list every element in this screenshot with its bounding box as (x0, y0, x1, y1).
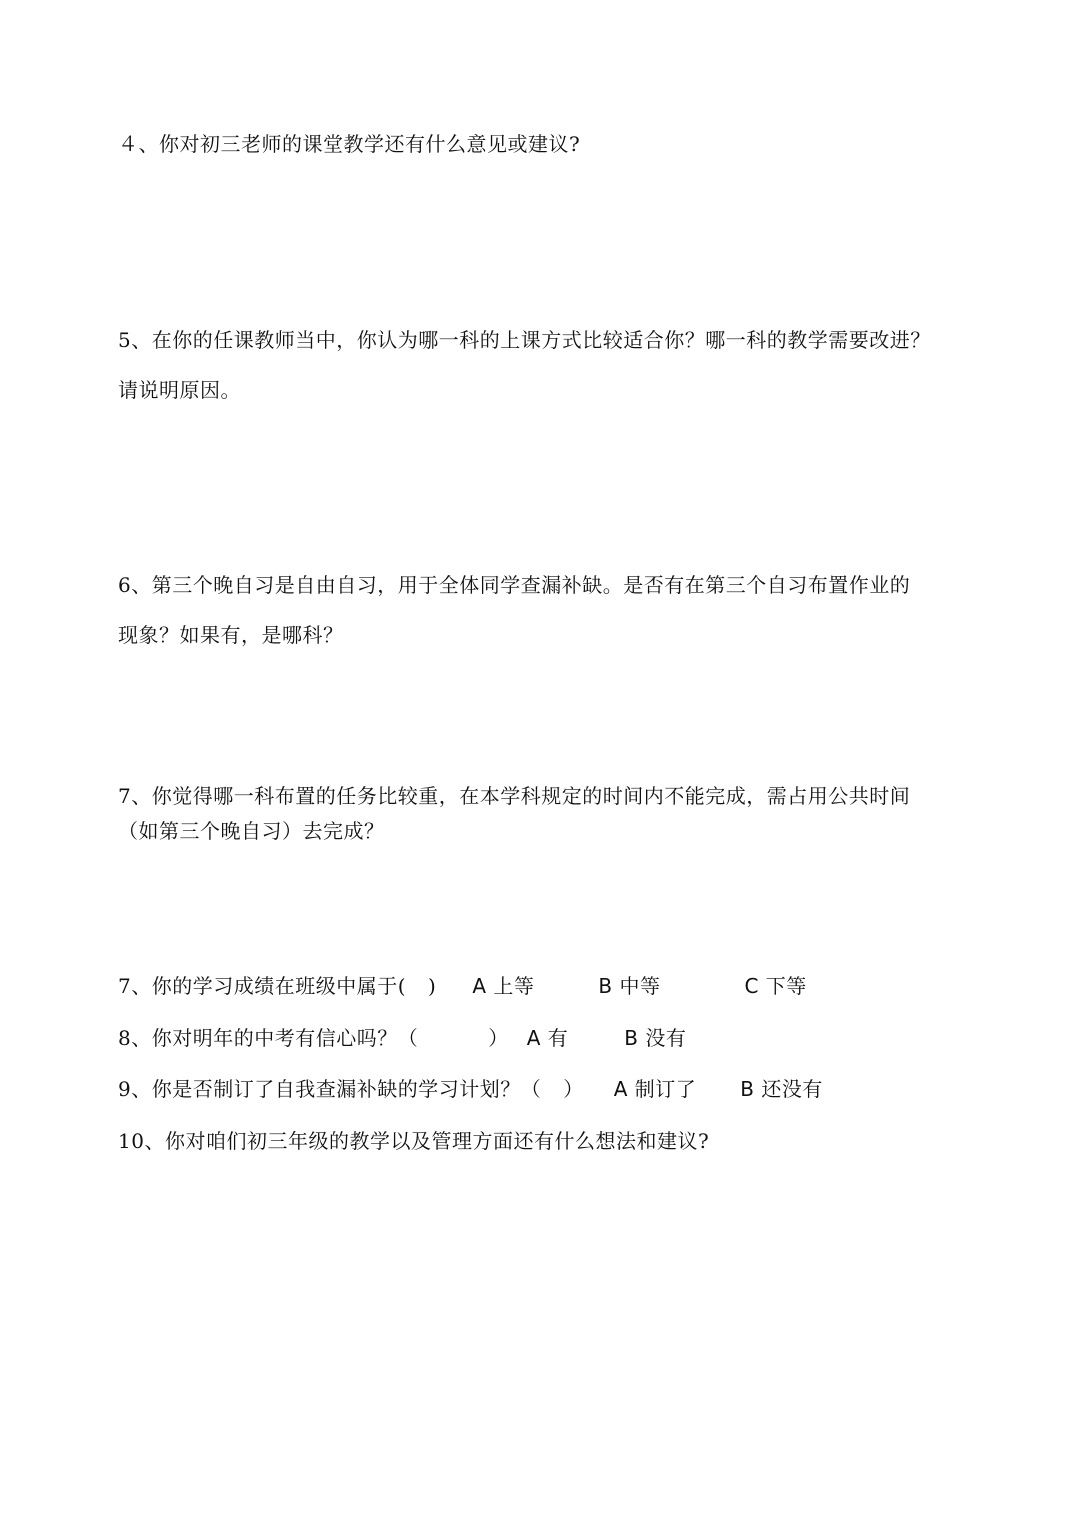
question-4-text: ４、你对初三老师的课堂教学还有什么意见或建议? (118, 132, 581, 156)
question-7a-text-2: （如第三个晚自习）去完成？ (118, 819, 385, 843)
option-a: A 有 (526, 1026, 569, 1050)
question-8-prompt: 8、你对明年的中考有信心吗？（ (118, 1026, 419, 1050)
question-5-line-2 (118, 377, 241, 403)
question-6-line-1 (118, 572, 910, 598)
question-9-prompt: 9、你是否制订了自我查漏补缺的学习计划？（ (118, 1077, 542, 1101)
option-c: C 下等 (744, 974, 807, 998)
option-b: B 中等 (598, 974, 661, 998)
question-7a-text-1: 7、你觉得哪一科布置的任务比较重，在本学科规定的时间内不能完成，需占用公共时间 (118, 784, 911, 808)
question-7b-close: ) (428, 974, 437, 998)
question-4 (118, 131, 580, 157)
question-8 (118, 1025, 686, 1051)
question-7b-prompt: 7、你的学习成绩在班级中属于( (118, 974, 407, 998)
question-10-text: 10、你对咱们初三年级的教学以及管理方面还有什么想法和建议? (118, 1129, 710, 1153)
question-7b (118, 973, 807, 999)
question-7a-line-2 (118, 818, 385, 844)
option-a: A 上等 (472, 974, 535, 998)
question-5-text-2: 请说明原因。 (118, 378, 241, 402)
question-10 (118, 1128, 709, 1154)
question-5-text-1: 5、在你的任课教师当中，你认为哪一科的上课方式比较适合你？哪一科的教学需要改进？ (118, 328, 931, 352)
option-a: A 制订了 (613, 1077, 697, 1101)
option-b: B 还没有 (740, 1077, 823, 1101)
question-6-text-1: 6、第三个晚自习是自由自习，用于全体同学查漏补缺。是否有在第三个自习布置作业的 (118, 573, 911, 597)
question-9-close: ） (563, 1077, 584, 1101)
option-b: B 没有 (624, 1026, 687, 1050)
question-9 (118, 1076, 823, 1102)
question-6-line-2 (118, 622, 344, 648)
question-7a-line-1 (118, 783, 910, 809)
question-6-text-2: 现象？如果有，是哪科？ (118, 623, 344, 647)
question-5-line-1 (118, 327, 931, 353)
question-8-close: ） (488, 1026, 509, 1050)
